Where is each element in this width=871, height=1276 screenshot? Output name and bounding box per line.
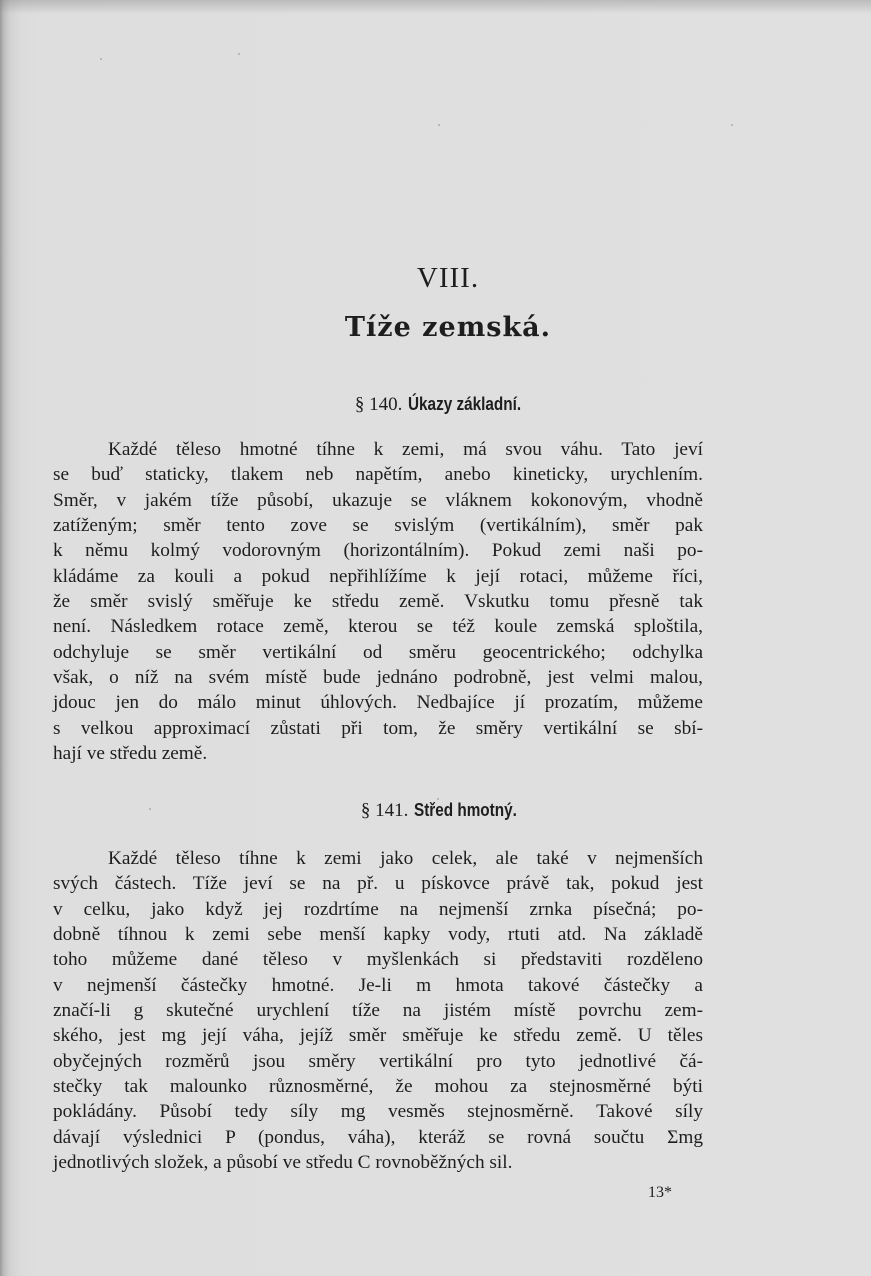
text-line: značí-li g skutečné urychlení tíže na jistém místě povrchu zem- xyxy=(53,1000,703,1022)
text-line: v celku, jako když jej rozdrtíme na nejmenší zrnka písečná; po- xyxy=(53,898,703,920)
text-line: Každé těleso hmotné tíhne k zemi, má svou váhu. Tato jeví xyxy=(108,439,703,460)
text-line: ského, jest mg její váha, jejíž směr směřuje ke středu země. U těles xyxy=(53,1025,703,1047)
text-line: že směr svislý směřuje ke středu země. Vskutku tomu přesně tak xyxy=(53,591,703,613)
text-line: jednotlivých složek, a působí ve středu C rovnoběžných sil. xyxy=(53,1152,513,1174)
paragraph-section-140 xyxy=(53,437,703,766)
paper-speck xyxy=(438,124,440,126)
paper-speck xyxy=(100,58,102,60)
paper-speck xyxy=(238,53,240,55)
text-line: hají ve středu země. xyxy=(53,743,208,765)
text-line: stečky tak malounko různosměrné, že mohou za stejnosměrné býti xyxy=(53,1076,703,1098)
page-number: 13* xyxy=(648,1184,672,1201)
text-line: k němu kolmý vodorovným (horizontálním). Pokud zemi naši po- xyxy=(53,540,703,562)
text-line: kládáme za kouli a pokud nepřihlížíme k její rotaci, můžeme říci, xyxy=(53,565,703,587)
text-line: však, o níž na svém místě bude jednáno podrobně, jest velmi malou, xyxy=(53,667,703,689)
text-line: se buď staticky, tlakem neb napětím, anebo kineticky, urychlením. xyxy=(53,464,703,486)
chapter-title: Tíže zemská. xyxy=(344,312,552,343)
text-line: svých částech. Tíže jeví se na př. u pískovce právě tak, pokud jest xyxy=(53,873,703,895)
text-line: obyčejných rozměrů jsou směry vertikální pro tyto jednotlivé čá- xyxy=(53,1050,703,1072)
text-line: Každé těleso tíhne k zemi jako celek, ale také v nejmenších xyxy=(108,848,703,869)
text-line: v nejmenší částečky hmotné. Je-li m hmota takové částečky a xyxy=(53,974,703,996)
paragraph-section-141 xyxy=(53,846,703,1175)
text-line: jdouc jen do málo minut úhlových. Nedbajíce jí prozatím, můžeme xyxy=(53,692,703,714)
text-line: toho můžeme dané těleso v myšlenkách si představiti rozděleno xyxy=(53,949,703,971)
text-line: Směr, v jakém tíže působí, ukazuje se vláknem kokonovým, vhodně xyxy=(53,489,703,511)
chapter-number: VIII. xyxy=(416,262,480,294)
text-line: není. Následkem rotace země, kterou se též koule zemská sploštila, xyxy=(53,616,703,638)
text-line: zatíženým; směr tento zove se svislým (vertikálním), směr pak xyxy=(53,515,703,537)
text-line: dávají výslednici P (pondus, váha), kteráž se rovná součtu Σmg xyxy=(53,1126,703,1148)
text-line: s velkou approximací zůstati při tom, že směry vertikální se sbí- xyxy=(53,717,703,739)
section-heading-141 xyxy=(0,800,871,822)
text-line: pokládány. Působí tedy síly mg vesměs stejnosměrně. Takové síly xyxy=(53,1101,703,1123)
section-number: § 141. xyxy=(360,800,409,821)
text-line: dobně tíhnou k zemi sebe menší kapky vody, rtuti atd. Na základě xyxy=(53,924,703,946)
paper-speck xyxy=(149,808,151,810)
section-heading-140 xyxy=(0,394,871,416)
text-line: odchyluje se směr vertikální od směru geocentrického; odchylka xyxy=(53,641,703,663)
paper-speck xyxy=(731,124,733,126)
paper-speck xyxy=(437,798,439,800)
section-number: § 140. xyxy=(354,394,403,415)
section-title: Střed hmotný. xyxy=(414,800,517,820)
section-title: Úkazy základní. xyxy=(408,394,522,414)
